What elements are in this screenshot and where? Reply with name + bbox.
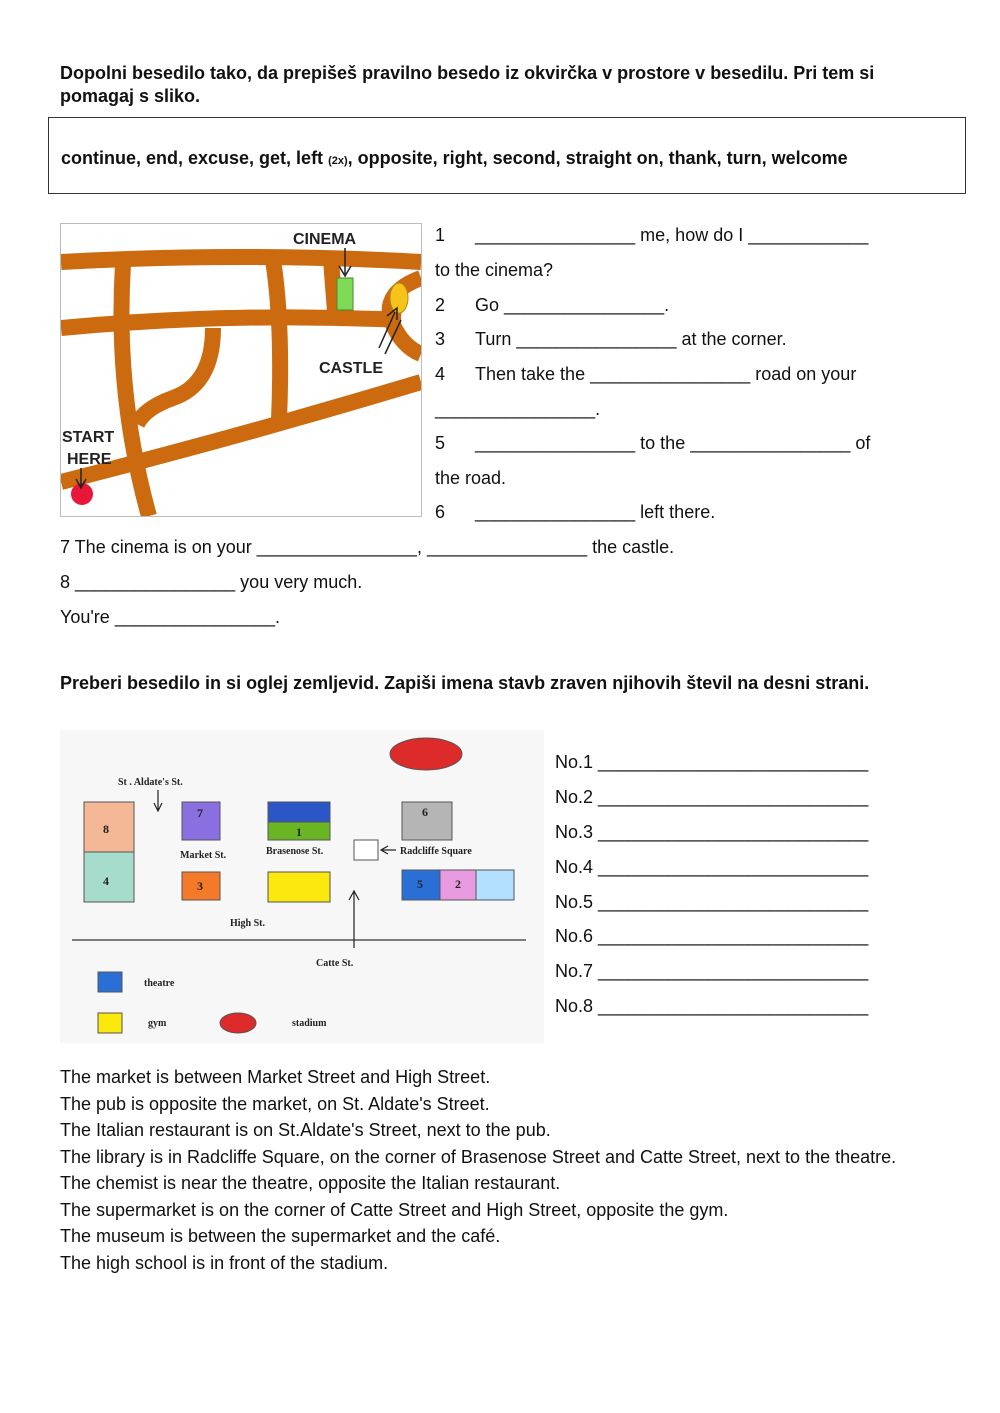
road-left-vertical [121,264,149,516]
answer-line-1: No.1 ___________________________ [555,752,869,772]
sentence: The Italian restaurant is on St.Aldate's Street, next to the pub. [60,1120,551,1140]
line-number: 2 [435,295,446,315]
exercise-line-9: You're ________________. [60,607,280,627]
building-8-number: 8 [103,822,109,836]
sentence: The market is between Market Street and High Street. [60,1067,491,1087]
directions-map-svg [61,224,421,516]
answer-line-7: No.7 ___________________________ [555,961,869,981]
exercise-line-5 [435,432,870,454]
sentence: The museum is between the supermarket and the café. [60,1226,501,1246]
line-number: 3 [435,329,446,349]
stadium-building [390,738,462,770]
roads [61,257,421,516]
road-bottom [61,382,421,482]
exercise-line-6 [435,501,715,523]
word-list-part1: continue, end, excuse, get, left [61,148,329,168]
legend-stadium-label: stadium [292,1018,327,1029]
here-label: HERE [67,451,112,468]
exercise-line-2 [435,294,669,316]
street-high: High St. [230,918,266,929]
road-short-vertical [331,260,336,324]
word-list-part2: , opposite, right, second, straight on, thank, turn, welcome [347,148,848,168]
building-5-number: 5 [417,877,423,891]
task1-instruction: Dopolni besedilo tako, da prepišeš pravilno besedo iz okvirčka v prostore v besedilu. Pri tem si pomagaj s sliko. [60,63,875,106]
exercise-line-3 [435,328,787,350]
exercise-line-1b: to the cinema? [435,260,554,280]
legend-gym-label: gym [148,1018,167,1029]
exercise-line-4 [435,363,856,385]
building-1-number: 1 [296,825,302,839]
legend-stadium-swatch [220,1013,256,1033]
exercise-line-1 [435,224,868,246]
radcliffe-square [354,840,378,860]
building-6-number: 6 [422,805,428,819]
street-market: Market St. [180,850,227,861]
line-number: 5 [435,433,446,453]
cinema-building [337,278,353,310]
line-text: Go ________________. [475,295,670,315]
answer-line-6: No.6 ___________________________ [555,926,869,946]
street-brasenose: Brasenose St. [266,846,324,857]
word-list [61,148,848,169]
exercise-line-7: 7 The cinema is on your ________________, ________________ the castle. [60,537,675,557]
sentence: The library is in Radcliffe Square, on the corner of Brasenose Street and Catte Street, next to the theatre. [60,1146,897,1167]
town-map-svg [60,730,544,1043]
line-number: 6 [435,502,446,522]
exercise-line-5b: the road. [435,468,507,488]
sentence: The chemist is near the theatre, opposite the Italian restaurant. [60,1173,561,1193]
legend-gym-swatch [98,1013,122,1033]
answer-line-8: No.8 ___________________________ [555,996,869,1016]
road-top [61,257,421,262]
line-text: ________________ to the ________________ of [475,433,871,453]
town-map [60,730,544,1043]
word-box [48,117,966,194]
sentence: The high school is in front of the stadium. [60,1252,389,1273]
building-8 [84,802,134,852]
task2-instruction: Preberi besedilo in si oglej zemljevid. Zapiši imena stavb zraven njihovih števil na desni strani. [60,673,870,693]
cinema-label: CINEMA [293,231,357,248]
legend-theatre-swatch [98,972,122,992]
exercise-line-8: 8 ________________ you very much. [60,572,363,592]
line-number: 4 [435,364,446,384]
answer-line-2: No.2 ___________________________ [555,787,869,807]
building-7-number: 7 [197,806,203,820]
sentence: The supermarket is on the corner of Catte Street and High Street, opposite the gym. [60,1199,729,1220]
line-text: Then take the ________________ road on your [475,364,857,384]
building-3-number: 3 [197,879,203,893]
line-number: 1 [435,225,446,245]
street-radcliffe: Radcliffe Square [400,846,472,857]
street-aldate: St . Aldate's St. [118,777,183,788]
line-text: ________________ left there. [475,502,716,522]
building-light-blue [476,870,514,900]
line-text: ________________ me, how do I ____________ [475,225,869,245]
castle-building [390,283,408,313]
legend-theatre-label: theatre [144,978,175,989]
gym-building [268,872,330,902]
directions-map [60,223,422,517]
sentence: The pub is opposite the market, on St. Aldate's Street. [60,1093,490,1114]
road-middle [61,317,401,328]
road-center-vertical [273,260,280,420]
building-4 [84,852,134,902]
building-4-number: 4 [103,874,109,888]
word-list-count: (2x) [328,155,348,167]
building-2-number: 2 [455,877,461,891]
answer-line-3: No.3 ___________________________ [555,822,869,842]
answer-line-4: No.4 ___________________________ [555,857,869,877]
line-text: Turn ________________ at the corner. [475,329,787,349]
exercise-line-4b: ________________. [435,399,601,419]
answer-line-5: No.5 ___________________________ [555,892,869,912]
road-curve [137,328,213,424]
castle-label: CASTLE [319,360,383,377]
description-text [60,1064,940,1276]
building-1-top [268,802,330,822]
start-label: START [62,429,115,446]
street-catte: Catte St. [316,958,354,969]
